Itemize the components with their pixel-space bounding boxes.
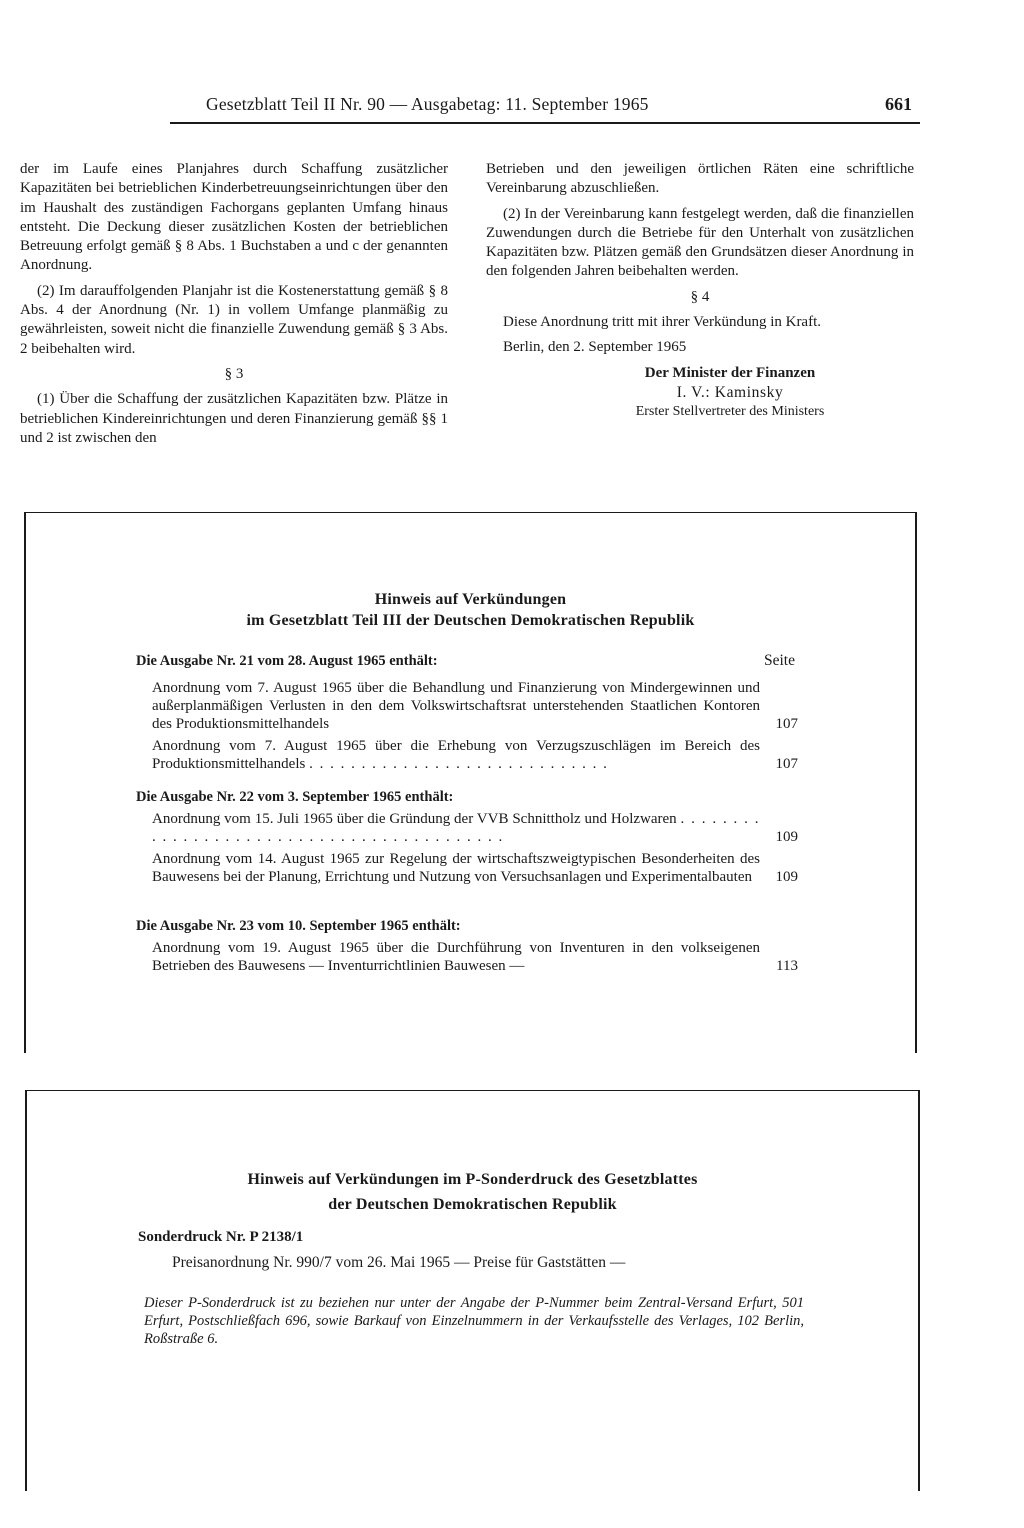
notice-p-title-line2: der Deutschen Demokratischen Republik <box>328 1196 617 1213</box>
left-para-2: (2) Im darauffolgenden Planjahr ist die Kostenerstattung gemäß § 8 Abs. 4 der Anordnung (Nr. 1) in vollem Umfange planmäßig zu gewährleisten, soweit nicht die finanzielle Zuwendung gemäß § 3 Abs. 2 beibehalten wird. <box>20 282 448 357</box>
right-para-4: Diese Anordnung tritt mit ihrer Verkündung in Kraft. <box>503 314 822 331</box>
signature-minister: Der Minister der Finanzen <box>644 364 816 381</box>
notice-teil-iii-title-line1: Hinweis auf Verkündungen <box>374 591 567 608</box>
entry-text: Anordnung vom 7. August 1965 über die Erhebung von Verzugszuschlägen im Bereich des Produktionsmittelhandels <box>152 738 760 773</box>
right-para-2: (2) In der Vereinbarung kann festgelegt werden, daß die finanziellen Zuwendungen durch die Betriebe für den Unterhalt von zusätzlichen Kapazitäten bzw. Plätzen gemäß den Grundsätzen dieser Anordnung in den folgenden Jahren beibehalten werden. <box>486 205 914 280</box>
sonderdruck-heading: Sonderdruck Nr. P 2138/1 <box>138 1229 304 1245</box>
seite-label: Seite <box>764 652 795 669</box>
page-header <box>170 92 920 124</box>
gazette-title: Gesetzblatt Teil II Nr. 90 — Ausgabetag: 11. September 1965 <box>206 94 649 114</box>
entry-text: Anordnung vom 19. August 1965 über die Durchführung von Inventuren in den volkseigenen Betrieben des Bauwesens — Inventurrichtlinien Bauwesen — <box>152 940 760 975</box>
entry-text: Anordnung vom 14. August 1965 zur Regelung der wirtschaftszweigtypischen Besonderheiten des Bauwesens bei der Planung, Errichtung und Nutzung von Versuchsanlagen und Experimentalbauten <box>152 851 760 886</box>
place-date: Berlin, den 2. September 1965 <box>503 339 687 356</box>
leader-dots: . . . . . . . . . . . . . . . . . . . . . . . . . . . . . <box>309 756 609 773</box>
entry-page: 109 <box>775 829 798 846</box>
notice-p-title <box>27 1167 918 1217</box>
sonderdruck-entry: Preisanordnung Nr. 990/7 vom 26. Mai 1965 — Preise für Gaststätten — <box>172 1254 626 1271</box>
signature-block <box>546 364 914 421</box>
entry-page: 109 <box>775 869 798 886</box>
issue-22-heading: Die Ausgabe Nr. 22 vom 3. September 1965 enthält: <box>136 789 454 805</box>
notice-box-teil-iii <box>24 512 917 1053</box>
issue-23-heading: Die Ausgabe Nr. 23 vom 10. September 1965 enthält: <box>136 918 461 934</box>
right-para-continuation: Betrieben und den jeweiligen örtlichen Räten eine schriftliche Vereinbarung abzuschließen. <box>486 161 914 197</box>
issue-21-entry-2 <box>152 737 798 773</box>
entry-page: 107 <box>775 716 798 733</box>
left-column <box>20 160 448 454</box>
entry-text: Anordnung vom 15. Juli 1965 über die Gründung der VVB Schnittholz und Holzwaren <box>152 811 677 827</box>
notice-p-title-line1: Hinweis auf Verkündungen im P-Sonderdruck des Gesetzblattes <box>247 1171 698 1188</box>
ordering-note: Dieser P-Sonderdruck ist zu beziehen nur unter der Angabe der P-Nummer beim Zentral-Versand Erfurt, 501 Erfurt, Postschließfach 696, sowie Barkauf von Einzelnummern in der Verkaufsstelle des Verlages, 102 Berlin, Roßstraße 6. <box>144 1295 804 1347</box>
issue-21-entry-1 <box>152 679 798 734</box>
entry-page: 107 <box>775 756 798 773</box>
page-number: 661 <box>885 94 912 114</box>
notice-teil-iii-title-line2: im Gesetzblatt Teil III der Deutschen Demokratischen Republik <box>246 612 695 629</box>
signature-signer: I. V.: Kaminsky <box>676 383 784 401</box>
section-3-heading: § 3 <box>224 365 244 382</box>
entry-text: Anordnung vom 7. August 1965 über die Behandlung und Finanzierung von Mindergewinnen und außerplanmäßigen Verlusten in den dem Volkswirtschaftsrat unterstehenden Staatlichen Kontoren des Produktionsmittelhandels <box>152 680 760 733</box>
issue-22-entry-2 <box>152 850 798 886</box>
notice-teil-iii-title <box>26 589 915 631</box>
leader-dots: . . . . . . . . . . . . . . . . . . . . . . . . . . . . . . . . . . . . . . . . . . <box>152 811 761 846</box>
issue-23-entry-1 <box>152 939 798 975</box>
signature-role: Erster Stellvertreter des Ministers <box>635 403 825 419</box>
right-column <box>486 160 914 421</box>
issue-21-heading: Die Ausgabe Nr. 21 vom 28. August 1965 enthält: <box>136 653 438 669</box>
left-para-continuation: der im Laufe eines Planjahres durch Schaffung zusätzlicher Kapazitäten bei betrieblichen Kinderbetreuungseinrichtungen über den im Haushalt des zuständigen Fachorgans geplanten Umfang hinaus entsteht. Die Deckung dieser zusätzlichen Kosten der betrieblichen Betreuung erfolgt gemäß § 8 Abs. 1 Buchstaben a und c der genannten Anordnung. <box>20 161 448 274</box>
entry-page: 113 <box>776 958 798 975</box>
left-para-3-1: (1) Über die Schaffung der zusätzlichen Kapazitäten bzw. Plätze in betrieblichen Kindereinrichtungen und deren Finanzierung gemäß §§ 1 und 2 ist zwischen den <box>20 391 448 446</box>
issue-22-entry-1 <box>152 810 798 846</box>
section-4-heading: § 4 <box>690 288 710 305</box>
notice-box-p-sonderdruck <box>25 1090 920 1491</box>
